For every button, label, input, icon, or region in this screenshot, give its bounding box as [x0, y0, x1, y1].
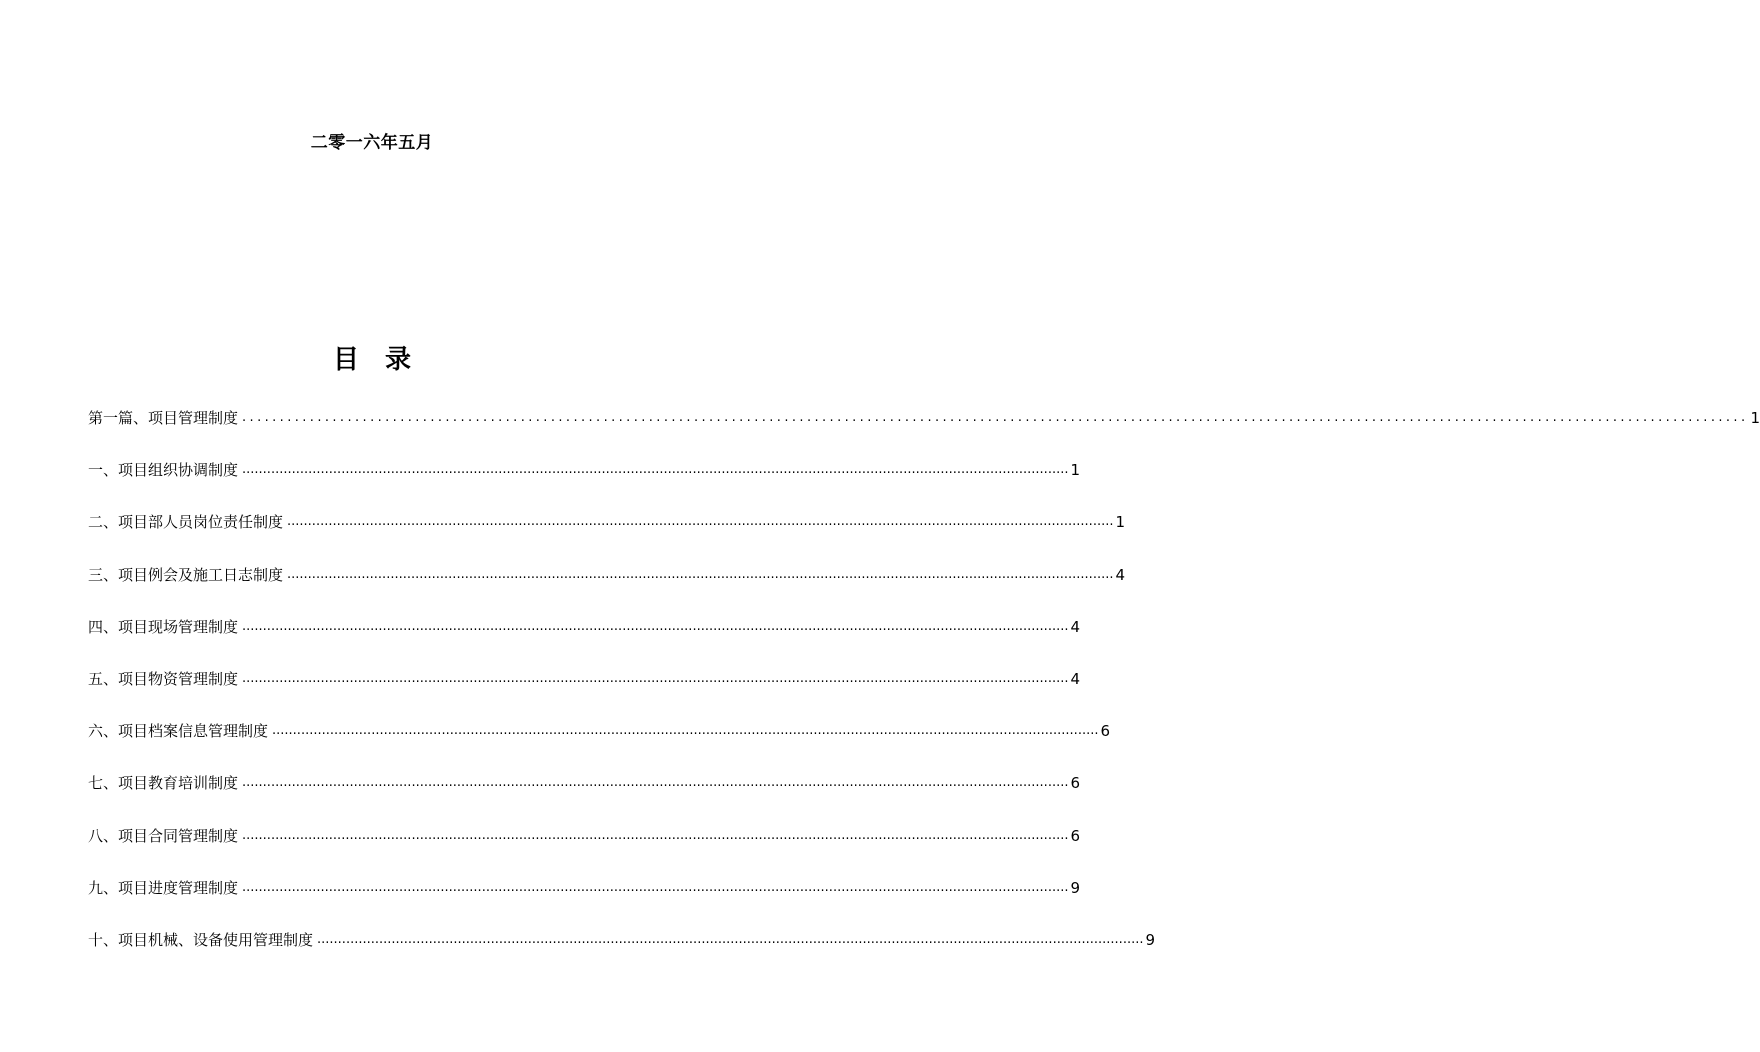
- toc-entry[interactable]: [88, 458, 1081, 510]
- toc-title-part1: 目: [332, 345, 359, 375]
- toc-leader-dots: ........................................................................................................................................................................................................: [242, 670, 1069, 686]
- toc-entry[interactable]: [88, 563, 1126, 615]
- toc-leader-dots: ........................................................................................................................................................................................................: [287, 566, 1114, 582]
- toc-entry[interactable]: [88, 615, 1081, 667]
- toc-entry-page: 6: [1100, 722, 1111, 741]
- toc-entry[interactable]: [88, 876, 1081, 928]
- toc-leader-dots: ........................................................................................................................................................................................................: [242, 879, 1069, 895]
- toc-leader-dots: ........................................................................................................................................................................................................: [287, 514, 1114, 530]
- toc-leader-dots: ........................................................................................................................................................................................................: [242, 775, 1069, 791]
- toc-leader-dots: ........................................................................................................................................................................................................: [272, 723, 1099, 739]
- toc-entry-page: 6: [1070, 774, 1081, 793]
- toc-entry-label: 五、项目物资管理制度: [88, 669, 239, 688]
- toc-entry-label: 八、项目合同管理制度: [88, 826, 239, 845]
- toc-entry[interactable]: [88, 824, 1081, 876]
- toc-entry-page: 9: [1145, 930, 1156, 949]
- toc-entry-page: 1: [1070, 461, 1081, 480]
- toc-leader-dots: ........................................................................................................................................................................................................: [317, 931, 1144, 947]
- toc-entry-page: 4: [1115, 565, 1126, 584]
- toc-entry-label: 一、项目组织协调制度: [88, 461, 239, 480]
- toc-entry-label: 二、项目部人员岗位责任制度: [88, 513, 284, 532]
- toc-entry-label: 第一篇、项目管理制度: [88, 409, 239, 427]
- toc-entry-label: 六、项目档案信息管理制度: [88, 722, 269, 741]
- toc-entry[interactable]: [88, 406, 1760, 458]
- toc-leader-dots: ........................................................................................................................................................................................................: [242, 827, 1069, 843]
- toc-entry-page: 1: [1750, 409, 1760, 427]
- toc-entry-label: 七、项目教育培训制度: [88, 774, 239, 793]
- toc-entry-label: 九、项目进度管理制度: [88, 878, 239, 897]
- toc-entry[interactable]: [88, 510, 1126, 562]
- toc-leader-dots: ........................................................................................................................................................................................................: [242, 410, 1749, 425]
- document-date: 二零一六年五月: [310, 133, 434, 153]
- toc-entry-page: 6: [1070, 826, 1081, 845]
- toc-title: [0, 342, 744, 378]
- toc-title-part2: 录: [385, 345, 412, 375]
- toc-entry-page: 4: [1070, 669, 1081, 688]
- toc-entry[interactable]: [88, 719, 1111, 771]
- toc-entry-label: 三、项目例会及施工日志制度: [88, 565, 284, 584]
- toc-entry-page: 1: [1115, 513, 1126, 532]
- table-of-contents: [88, 406, 1760, 980]
- toc-leader-dots: ........................................................................................................................................................................................................: [242, 462, 1069, 478]
- toc-entry[interactable]: [88, 771, 1081, 823]
- toc-leader-dots: ........................................................................................................................................................................................................: [242, 618, 1069, 634]
- toc-entry-page: 4: [1070, 617, 1081, 636]
- toc-entry-label: 十、项目机械、设备使用管理制度: [88, 930, 314, 949]
- toc-entry-label: 四、项目现场管理制度: [88, 617, 239, 636]
- toc-entry[interactable]: [88, 667, 1081, 719]
- toc-entry-page: 9: [1070, 878, 1081, 897]
- toc-entry[interactable]: [88, 928, 1156, 980]
